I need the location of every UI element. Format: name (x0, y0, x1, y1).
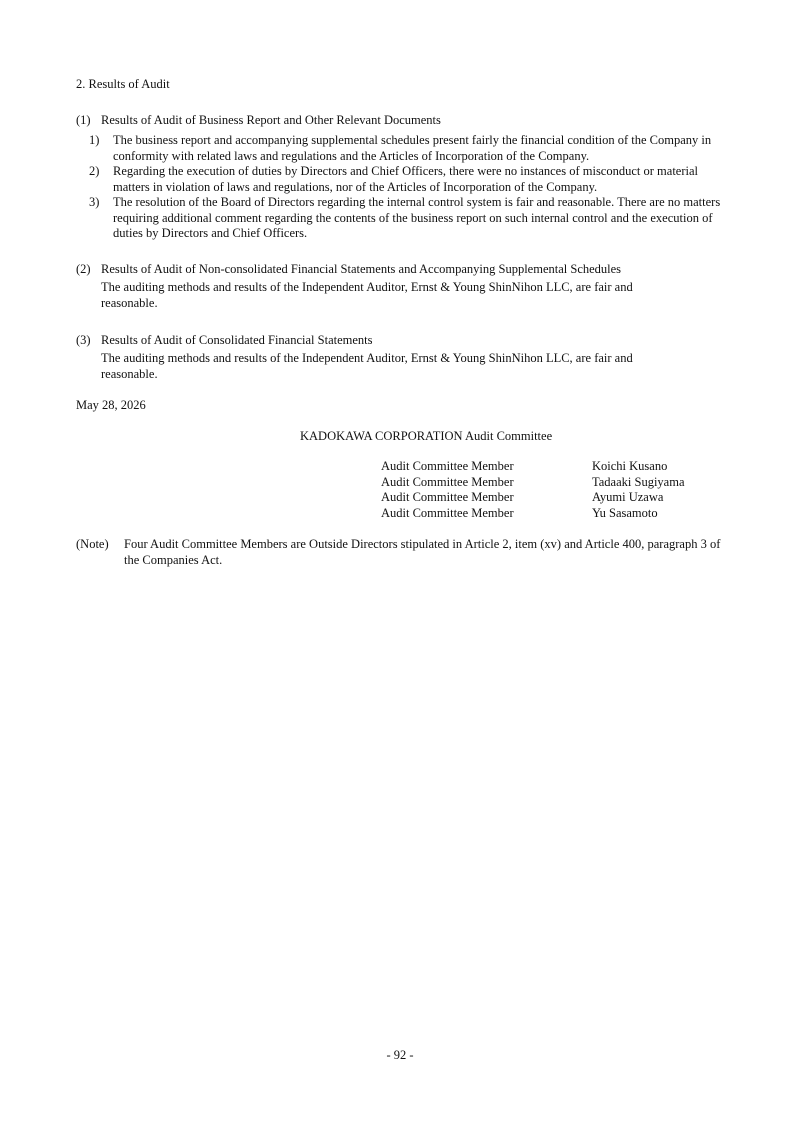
member-row (381, 490, 685, 506)
committee-name: KADOKAWA CORPORATION Audit Committee (300, 429, 553, 443)
member-name: Tadaaki Sugiyama (592, 474, 685, 489)
subsection-body: The auditing methods and results of the Independent Auditor, Ernst & Young ShinNihon LLC, are fair and reasonable. (101, 280, 633, 310)
member-row (381, 459, 685, 475)
member-role: Audit Committee Member (381, 505, 514, 520)
member-role: Audit Committee Member (381, 459, 514, 473)
note-label: (Note) (76, 537, 109, 551)
list-item-number: 1) (89, 133, 100, 147)
member-row (381, 506, 685, 522)
subsection-number: (1) (76, 113, 91, 127)
list-item-text: Regarding the execution of duties by Directors and Chief Officers, there were no instances of misconduct or material matters in violation of laws and regulations, nor of the Articles of Incorporation of the Company. (113, 164, 698, 194)
member-role: Audit Committee Member (381, 474, 514, 489)
subsection-number: (2) (76, 262, 91, 276)
list-item-number: 2) (89, 164, 100, 178)
subsection-title: Results of Audit of Consolidated Financial Statements (101, 333, 373, 347)
section-title: 2. Results of Audit (76, 77, 170, 91)
subsection-body: The auditing methods and results of the Independent Auditor, Ernst & Young ShinNihon LLC, are fair and reasonable. (101, 351, 633, 381)
list-item-text: The business report and accompanying supplemental schedules present fairly the financial condition of the Company in conformity with related laws and regulations and the Articles of Incorporation of the Company. (113, 133, 712, 163)
subsection-number: (3) (76, 333, 91, 347)
member-name: Ayumi Uzawa (592, 490, 664, 504)
note-text: Four Audit Committee Members are Outside Directors stipulated in Article 2, item (xv) and Article 400, paragraph 3 of the Companies Act. (124, 537, 721, 567)
list-item-text: The resolution of the Board of Directors regarding the internal control system is fair and reasonable. There are no matters requiring additional comment regarding the contents of the business report on such internal control and the execution of duties by Directors and Chief Officers. (113, 195, 721, 240)
subsection-title: Results of Audit of Business Report and Other Relevant Documents (101, 113, 441, 127)
page-number: - 92 - (386, 1048, 414, 1062)
subsection-title: Results of Audit of Non-consolidated Financial Statements and Accompanying Supplemental Schedules (101, 262, 622, 276)
member-row (381, 475, 685, 491)
member-name: Yu Sasamoto (592, 505, 658, 520)
member-name: Koichi Kusano (592, 459, 668, 473)
member-role: Audit Committee Member (381, 490, 514, 504)
report-date: May 28, 2026 (76, 398, 146, 412)
member-list (381, 459, 685, 521)
list-item-number: 3) (89, 195, 100, 209)
